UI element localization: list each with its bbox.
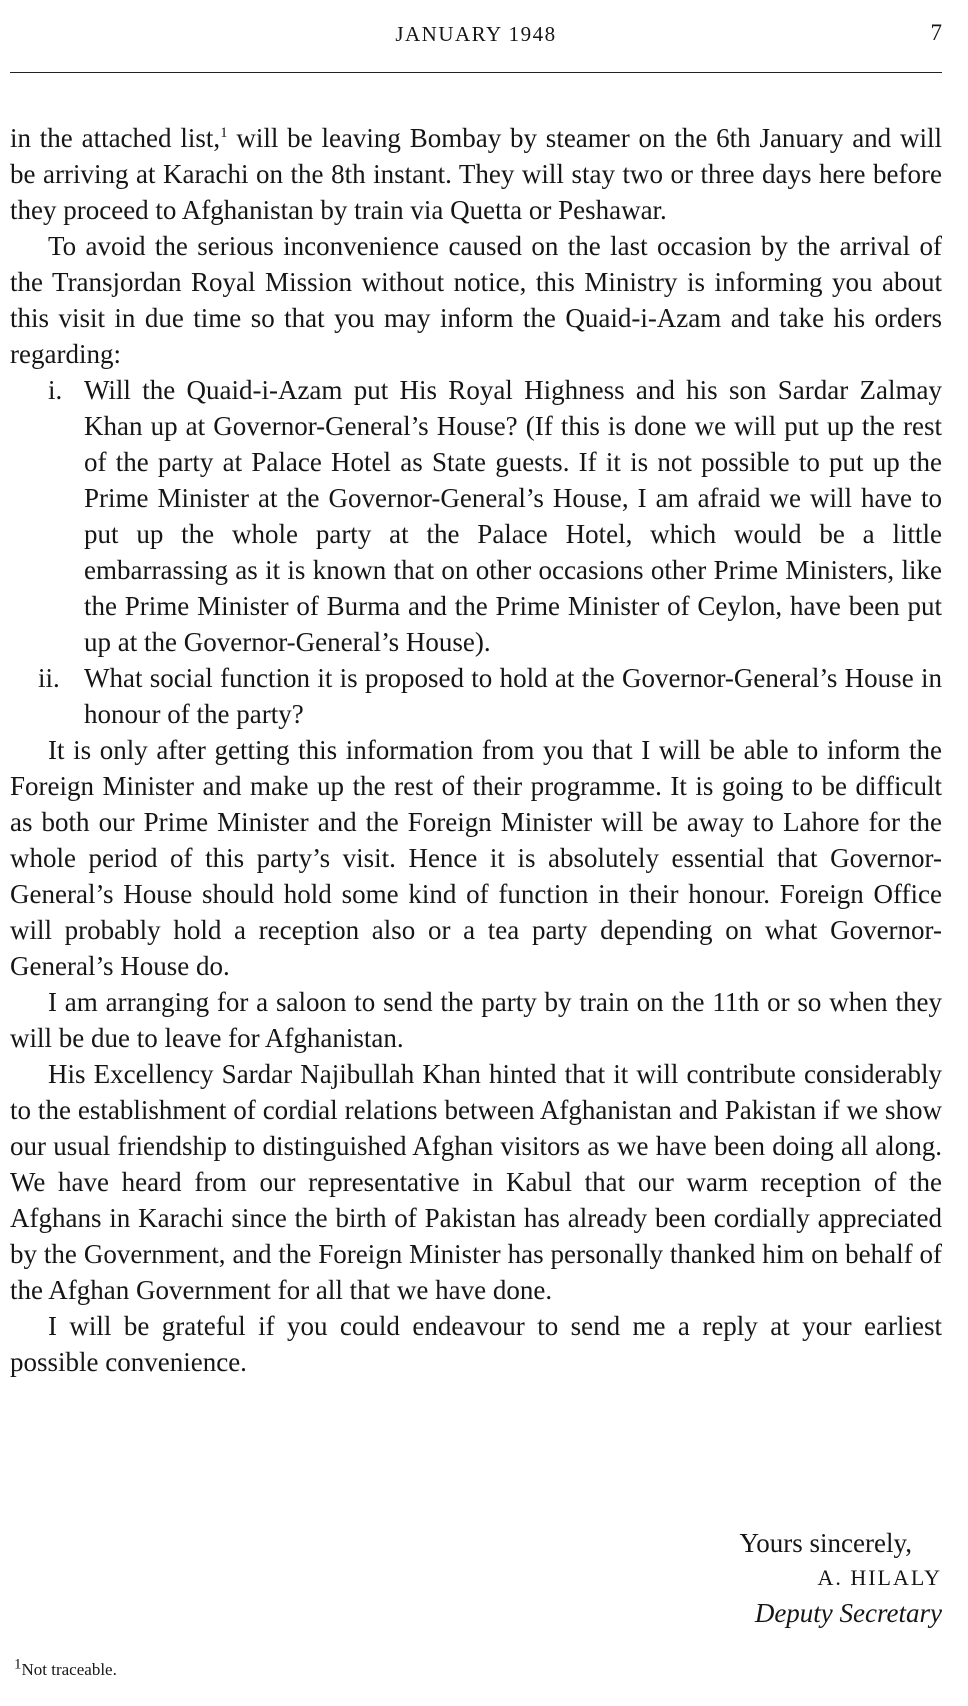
footnote-reference: 1 [220, 125, 228, 141]
paragraph-4: I am arranging for a saloon to send the party by train on the 11th or so when they will be due to leave for Afghanistan. [10, 987, 942, 1053]
paragraph-5: His Excellency Sardar Najibullah Khan hinted that it will contribute considerably to the establishment of cordial relations between Afghanistan and Pakistan if we show our usual friendship to distinguished Afghan visitors as we have been doing all along. We have heard from our representative in Kabul that our warm reception of the Afghans in Karachi since the birth of Pakistan has already been cordially appreciated by the Government, and the Foreign Minister has personally thanked him on behalf of the Afghan Government for all that we have done. [10, 1059, 942, 1305]
paragraph-6: I will be grateful if you could endeavour to send me a reply at your earliest possible convenience. [10, 1311, 942, 1377]
footnote-marker: 1 [14, 1656, 22, 1673]
page-header [10, 20, 942, 72]
letter-body [10, 120, 942, 1380]
valediction: Yours sincerely, [739, 1528, 912, 1558]
list-number: i. [48, 375, 63, 405]
paragraph-2: To avoid the serious inconvenience caused on the last occasion by the arrival of the Transjordan Royal Mission without notice, this Ministry is informing you about this visit in due time so that you may inform the Quaid-i-Azam and take his orders regarding: [10, 231, 942, 369]
signatory-name: A. HILALY [817, 1565, 942, 1590]
header-rule [10, 72, 942, 73]
footnote [14, 1656, 117, 1680]
list-item [10, 660, 942, 732]
signatory-designation: Deputy Secretary [754, 1598, 942, 1628]
footnote-text: Not traceable. [21, 1660, 117, 1679]
question-list [10, 372, 942, 732]
list-number: ii. [38, 663, 60, 693]
signature-block [522, 1525, 942, 1631]
paragraph-1-start: in the attached list, [10, 123, 221, 153]
list-text: Will the Quaid-i-Azam put His Royal Highness and his son Sardar Zalmay Khan up at Governor-General’s House? (If this is done we will put up the rest of the party at Palace Hotel as State guests. If it is not possible to put up the Prime Minister at the Governor-General’s House, I am afraid we will have to put up the whole party at the Palace Hotel, which would be a little embarrassing as it is known that on other occasions other Prime Ministers, like the Prime Minister of Burma and the Prime Minister of Ceylon, have been put up at the Governor-General’s House). [84, 375, 942, 657]
list-item [10, 372, 942, 660]
running-title: JANUARY 1948 [395, 22, 557, 46]
list-text: What social function it is proposed to hold at the Governor-General’s House in honour of the party? [84, 663, 942, 729]
paragraph-1-rest: will be leaving Bombay by steamer on the 6th January and will be arriving at Karachi on the 8th instant. They will stay two or three days here before they proceed to Afghanistan by train via Quetta or Peshawar. [10, 123, 942, 225]
page-number: 7 [930, 20, 942, 45]
paragraph-3: It is only after getting this information from you that I will be able to inform the Foreign Minister and make up the rest of their programme. It is going to be difficult as both our Prime Minister and the Foreign Minister will be away to Lahore for the whole period of this party’s visit. Hence it is absolutely essential that Governor-General’s House should hold some kind of function in their honour. Foreign Office will probably hold a reception also or a tea party depending on what Governor-General’s House do. [10, 735, 942, 981]
paragraph-1 [10, 120, 942, 228]
